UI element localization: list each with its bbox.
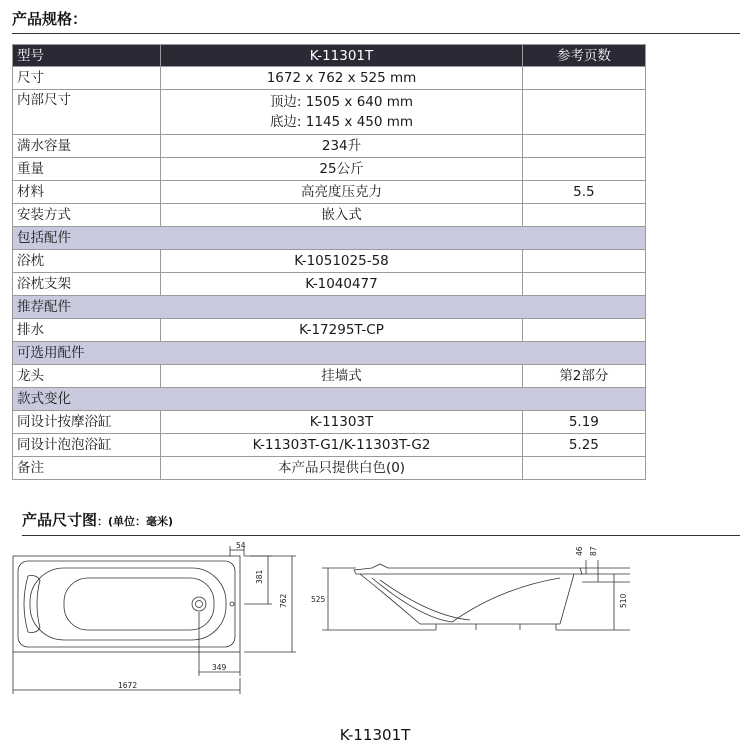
- table-row: [13, 457, 646, 480]
- table-row: [13, 319, 646, 342]
- table-header-row: [13, 45, 646, 67]
- table-row: [13, 434, 646, 457]
- title-divider: [12, 33, 740, 34]
- row-value: K-1040477: [161, 273, 522, 296]
- row-reference: [522, 250, 645, 273]
- model-caption: K-11301T: [339, 726, 411, 744]
- dimension-divider: [22, 535, 740, 536]
- row-label: 同设计泡泡浴缸: [13, 434, 161, 457]
- row-label: 同设计按摩浴缸: [13, 411, 161, 434]
- tub-side-rim: [354, 564, 582, 574]
- row-reference: [522, 457, 645, 480]
- table-row: [13, 158, 646, 181]
- row-label: 尺寸: [13, 67, 161, 90]
- header-model-value: K-11301T: [161, 45, 522, 67]
- spec-section-title: 产品规格：: [12, 10, 88, 28]
- row-value: K-11303T-G1/K-11303T-G2: [161, 434, 522, 457]
- table-row: [13, 135, 646, 158]
- dim-label-525: 525: [311, 595, 326, 604]
- row-value-line: 底边: 1145 x 450 mm: [269, 114, 414, 130]
- row-value: 嵌入式: [161, 204, 522, 227]
- row-label: 满水容量: [13, 135, 161, 158]
- row-value: 25公斤: [161, 158, 522, 181]
- row-value: 高亮度压克力: [161, 181, 522, 204]
- row-value: K-1051025-58: [161, 250, 522, 273]
- group-header-row: [13, 388, 646, 411]
- dim-label-1672: 1672: [118, 681, 138, 690]
- row-reference: 第2部分: [522, 365, 645, 388]
- group-header-row: [13, 227, 646, 250]
- row-label: 备注: [13, 457, 161, 480]
- row-label: 龙头: [13, 365, 161, 388]
- table-row: [13, 365, 646, 388]
- row-label: 内部尺寸: [13, 90, 161, 135]
- top-view-drawing: [13, 546, 296, 694]
- overflow-hole: [230, 602, 234, 606]
- tub-side-inner-curve: [372, 578, 560, 622]
- row-reference: 5.25: [522, 434, 645, 457]
- drain-inner: [196, 601, 203, 608]
- table-row: [13, 250, 646, 273]
- tub-basin-inner: [64, 578, 214, 630]
- row-value-line: 顶边: 1505 x 640 mm: [269, 94, 414, 110]
- group-header-label: 包括配件: [13, 227, 646, 250]
- table-row: [13, 204, 646, 227]
- dim-label-381: 381: [255, 569, 264, 584]
- dimension-unit-note: ：(单位：毫米): [97, 515, 174, 528]
- dimension-section-title: [22, 509, 173, 530]
- header-reference-page: 参考页数: [522, 45, 645, 67]
- side-view-drawing: [322, 560, 630, 630]
- row-reference: [522, 135, 645, 158]
- row-reference: [522, 67, 645, 90]
- row-value: 本产品只提供白色(0): [161, 457, 522, 480]
- table-row: [13, 90, 646, 135]
- row-reference: [522, 273, 645, 296]
- group-header-label: 推荐配件: [13, 296, 646, 319]
- spec-table: [12, 44, 646, 480]
- dim-label-510: 510: [619, 593, 628, 608]
- header-model-label: 型号: [13, 45, 161, 67]
- row-reference: [522, 204, 645, 227]
- table-row: [13, 411, 646, 434]
- dim-label-762: 762: [279, 593, 288, 608]
- group-header-row: [13, 342, 646, 365]
- headrest-shape: [24, 576, 40, 633]
- drain-outer: [192, 597, 206, 611]
- table-row: [13, 181, 646, 204]
- row-value: 挂墙式: [161, 365, 522, 388]
- row-value: 1672 x 762 x 525 mm: [161, 67, 522, 90]
- dimension-drawings: [0, 538, 750, 708]
- row-label: 材料: [13, 181, 161, 204]
- row-value-multiline: [161, 90, 522, 135]
- dim-label-87: 87: [589, 546, 598, 556]
- row-label: 浴枕支架: [13, 273, 161, 296]
- row-reference: 5.19: [522, 411, 645, 434]
- dim-label-349: 349: [212, 663, 227, 672]
- row-reference: 5.5: [522, 181, 645, 204]
- row-label: 排水: [13, 319, 161, 342]
- row-reference: [522, 158, 645, 181]
- group-header-label: 可选用配件: [13, 342, 646, 365]
- group-header-label: 款式变化: [13, 388, 646, 411]
- row-value: K-11303T: [161, 411, 522, 434]
- row-value: K-17295T-CP: [161, 319, 522, 342]
- dim-label-46: 46: [575, 546, 584, 556]
- row-label: 安装方式: [13, 204, 161, 227]
- row-reference: [522, 319, 645, 342]
- table-row: [13, 67, 646, 90]
- row-value: 234升: [161, 135, 522, 158]
- group-header-row: [13, 296, 646, 319]
- row-label: 浴枕: [13, 250, 161, 273]
- row-reference: [522, 90, 645, 135]
- row-label: 重量: [13, 158, 161, 181]
- dim-label-54: 54: [236, 541, 246, 550]
- table-row: [13, 273, 646, 296]
- dimension-title-text: 产品尺寸图: [22, 511, 98, 529]
